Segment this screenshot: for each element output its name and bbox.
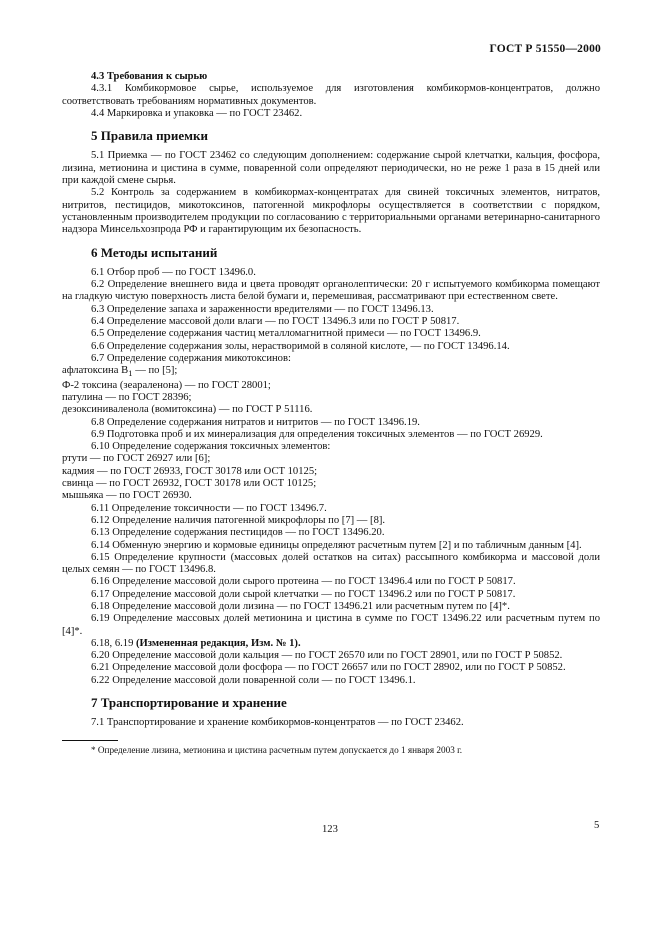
paragraph-5-1: 5.1 Приемка — по ГОСТ 23462 со следующим дополнением: содержание сырой клетчатки, кальция, фосфора, лизина, метионина и цистина в сумме, поваренной соли определяют периодически, но не реже 1 раза в 15 дней или при каждой смене сырья. (62, 150, 600, 187)
paragraph-4-3-1: 4.3.1 Комбикормовое сырье, используемое для изготовления комбикормов-концентратов, должно соответствовать требованиям нормативных документов. (62, 83, 600, 107)
paragraph-6-13: 6.13 Определение содержания пестицидов — по ГОСТ 13496.20. (91, 527, 385, 539)
paragraph-6-7: 6.7 Определение содержания микотоксинов: (91, 352, 291, 364)
mycotoxin-f2: Ф-2 токсина (зеараленона) — по ГОСТ 28001; (62, 379, 271, 391)
mycotoxin-aflatoxin: афлатоксина $В_1$ — по [5]; (62, 365, 178, 379)
mycotoxin-patulin: патулина — по ГОСТ 28396; (62, 391, 192, 403)
paragraph-6-2: 6.2 Определение внешнего вида и цвета проводят органолептически: 20 г испытуемого комбикорма помещают на гладкую чистую поверхность листа белой бумаги и, перемешивая, рассматривают при естественном свете. (62, 279, 600, 303)
mycotoxin-deoxynivalenol: дезоксиниваленола (вомитоксина) — по ГОСТ Р 51116. (62, 404, 313, 416)
element-lead: свинца — по ГОСТ 26932, ГОСТ 30178 или ОСТ 10125; (62, 478, 317, 490)
document-body (62, 68, 600, 756)
paragraph-6-16: 6.16 Определение массовой доли сырого протеина — по ГОСТ 13496.4 или по ГОСТ Р 50817. (91, 576, 516, 588)
document-code-header: ГОСТ Р 51550—2000 (489, 43, 601, 55)
paragraph-6-5: 6.5 Определение содержания частиц металломагнитной примеси — по ГОСТ 13496.9. (91, 328, 481, 340)
paragraph-6-15: 6.15 Определение крупности (массовых долей остатков на ситах) рассыпного комбикорма и массовой доли целых семян — по ГОСТ 13496.8. (62, 551, 600, 576)
amendment-note: 6.18, 6.19 (Измененная редакция, Изм. № 1). (91, 637, 301, 649)
footnote: * Определение лизина, метионина и цистина расчетным путем допускается до 1 января 2003 г. (91, 744, 463, 755)
section-7-heading: 7 Транспортирование и хранение (91, 695, 287, 711)
page-number: 123 (322, 824, 338, 835)
paragraph-5-2: 5.2 Контроль за содержанием в комбикормах-концентратах для свиней токсичных элементов, нитратов, нитритов, пестицидов, микотоксинов, патогенной микрофлоры осуществляется в соответствии с порядком, установленным производителем продукции по согласованию с территориальными органами ветеринарно-санитарного надзора Минсельхозпрода РФ и гарантирующим их безопасность. (62, 187, 600, 236)
element-arsenic: мышьяка — по ГОСТ 26930. (62, 490, 192, 502)
paragraph-6-8: 6.8 Определение содержания нитратов и нитритов — по ГОСТ 13496.19. (91, 416, 420, 428)
section-4-3-heading: 4.3 Требования к сырью (91, 71, 208, 82)
element-mercury: ртути — по ГОСТ 26927 или [6]; (62, 453, 211, 465)
paragraph-6-1: 6.1 Отбор проб — по ГОСТ 13496.0. (91, 266, 256, 278)
paragraph-6-19: 6.19 Определение массовых долей метионина и цистина в сумме по ГОСТ 13496.22 или расчетным путем по [4]*. (62, 613, 600, 637)
paragraph-6-3: 6.3 Определение запаха и зараженности вредителями — по ГОСТ 13496.13. (91, 303, 434, 315)
paragraph-6-20: 6.20 Определение массовой доли кальция — по ГОСТ 26570 или по ГОСТ 28901, или по ГОСТ Р 50852. (91, 650, 563, 662)
paragraph-6-10: 6.10 Определение содержания токсичных элементов: (91, 441, 331, 453)
paragraph-6-6: 6.6 Определение содержания золы, нерастворимой в соляной кислоте, — по ГОСТ 13496.14. (91, 340, 510, 352)
paragraph-6-9: 6.9 Подготовка проб и их минерализация для определения токсичных элементов — по ГОСТ 26929. (91, 428, 543, 440)
paragraph-6-11: 6.11 Определение токсичности — по ГОСТ 13496.7. (91, 502, 327, 514)
margin-number: 5 (594, 820, 600, 831)
paragraph-6-17: 6.17 Определение массовой доли сырой клетчатки — по ГОСТ 13496.2 или по ГОСТ Р 50817. (91, 588, 516, 600)
paragraph-6-18: 6.18 Определение массовой доли лизина — по ГОСТ 13496.21 или расчетным путем по [4]*. (91, 600, 510, 612)
paragraph-6-21: 6.21 Определение массовой доли фосфора — по ГОСТ 26657 или по ГОСТ 28902, или по ГОСТ Р 50852. (91, 662, 566, 674)
section-5-heading: 5 Правила приемки (91, 128, 208, 144)
element-cadmium: кадмия — по ГОСТ 26933, ГОСТ 30178 или ОСТ 10125; (62, 465, 318, 477)
paragraph-6-14: 6.14 Обменную энергию и кормовые единицы определяют расчетным путем [2] и по табличным данным [4]. (91, 539, 582, 551)
paragraph-6-12: 6.12 Определение наличия патогенной микрофлоры по [7] — [8]. (91, 514, 386, 526)
section-6-heading: 6 Методы испытаний (91, 244, 218, 260)
paragraph-6-22: 6.22 Определение массовой доли поваренной соли — по ГОСТ 13496.1. (91, 674, 416, 686)
paragraph-7-1: 7.1 Транспортирование и хранение комбикормов-концентратов — по ГОСТ 23462. (91, 717, 464, 729)
paragraph-6-4: 6.4 Определение массовой доли влаги — по ГОСТ 13496.3 или по ГОСТ Р 50817. (91, 316, 460, 328)
footnote-divider (62, 740, 118, 741)
paragraph-4-4: 4.4 Маркировка и упаковка — по ГОСТ 23462. (91, 107, 303, 119)
